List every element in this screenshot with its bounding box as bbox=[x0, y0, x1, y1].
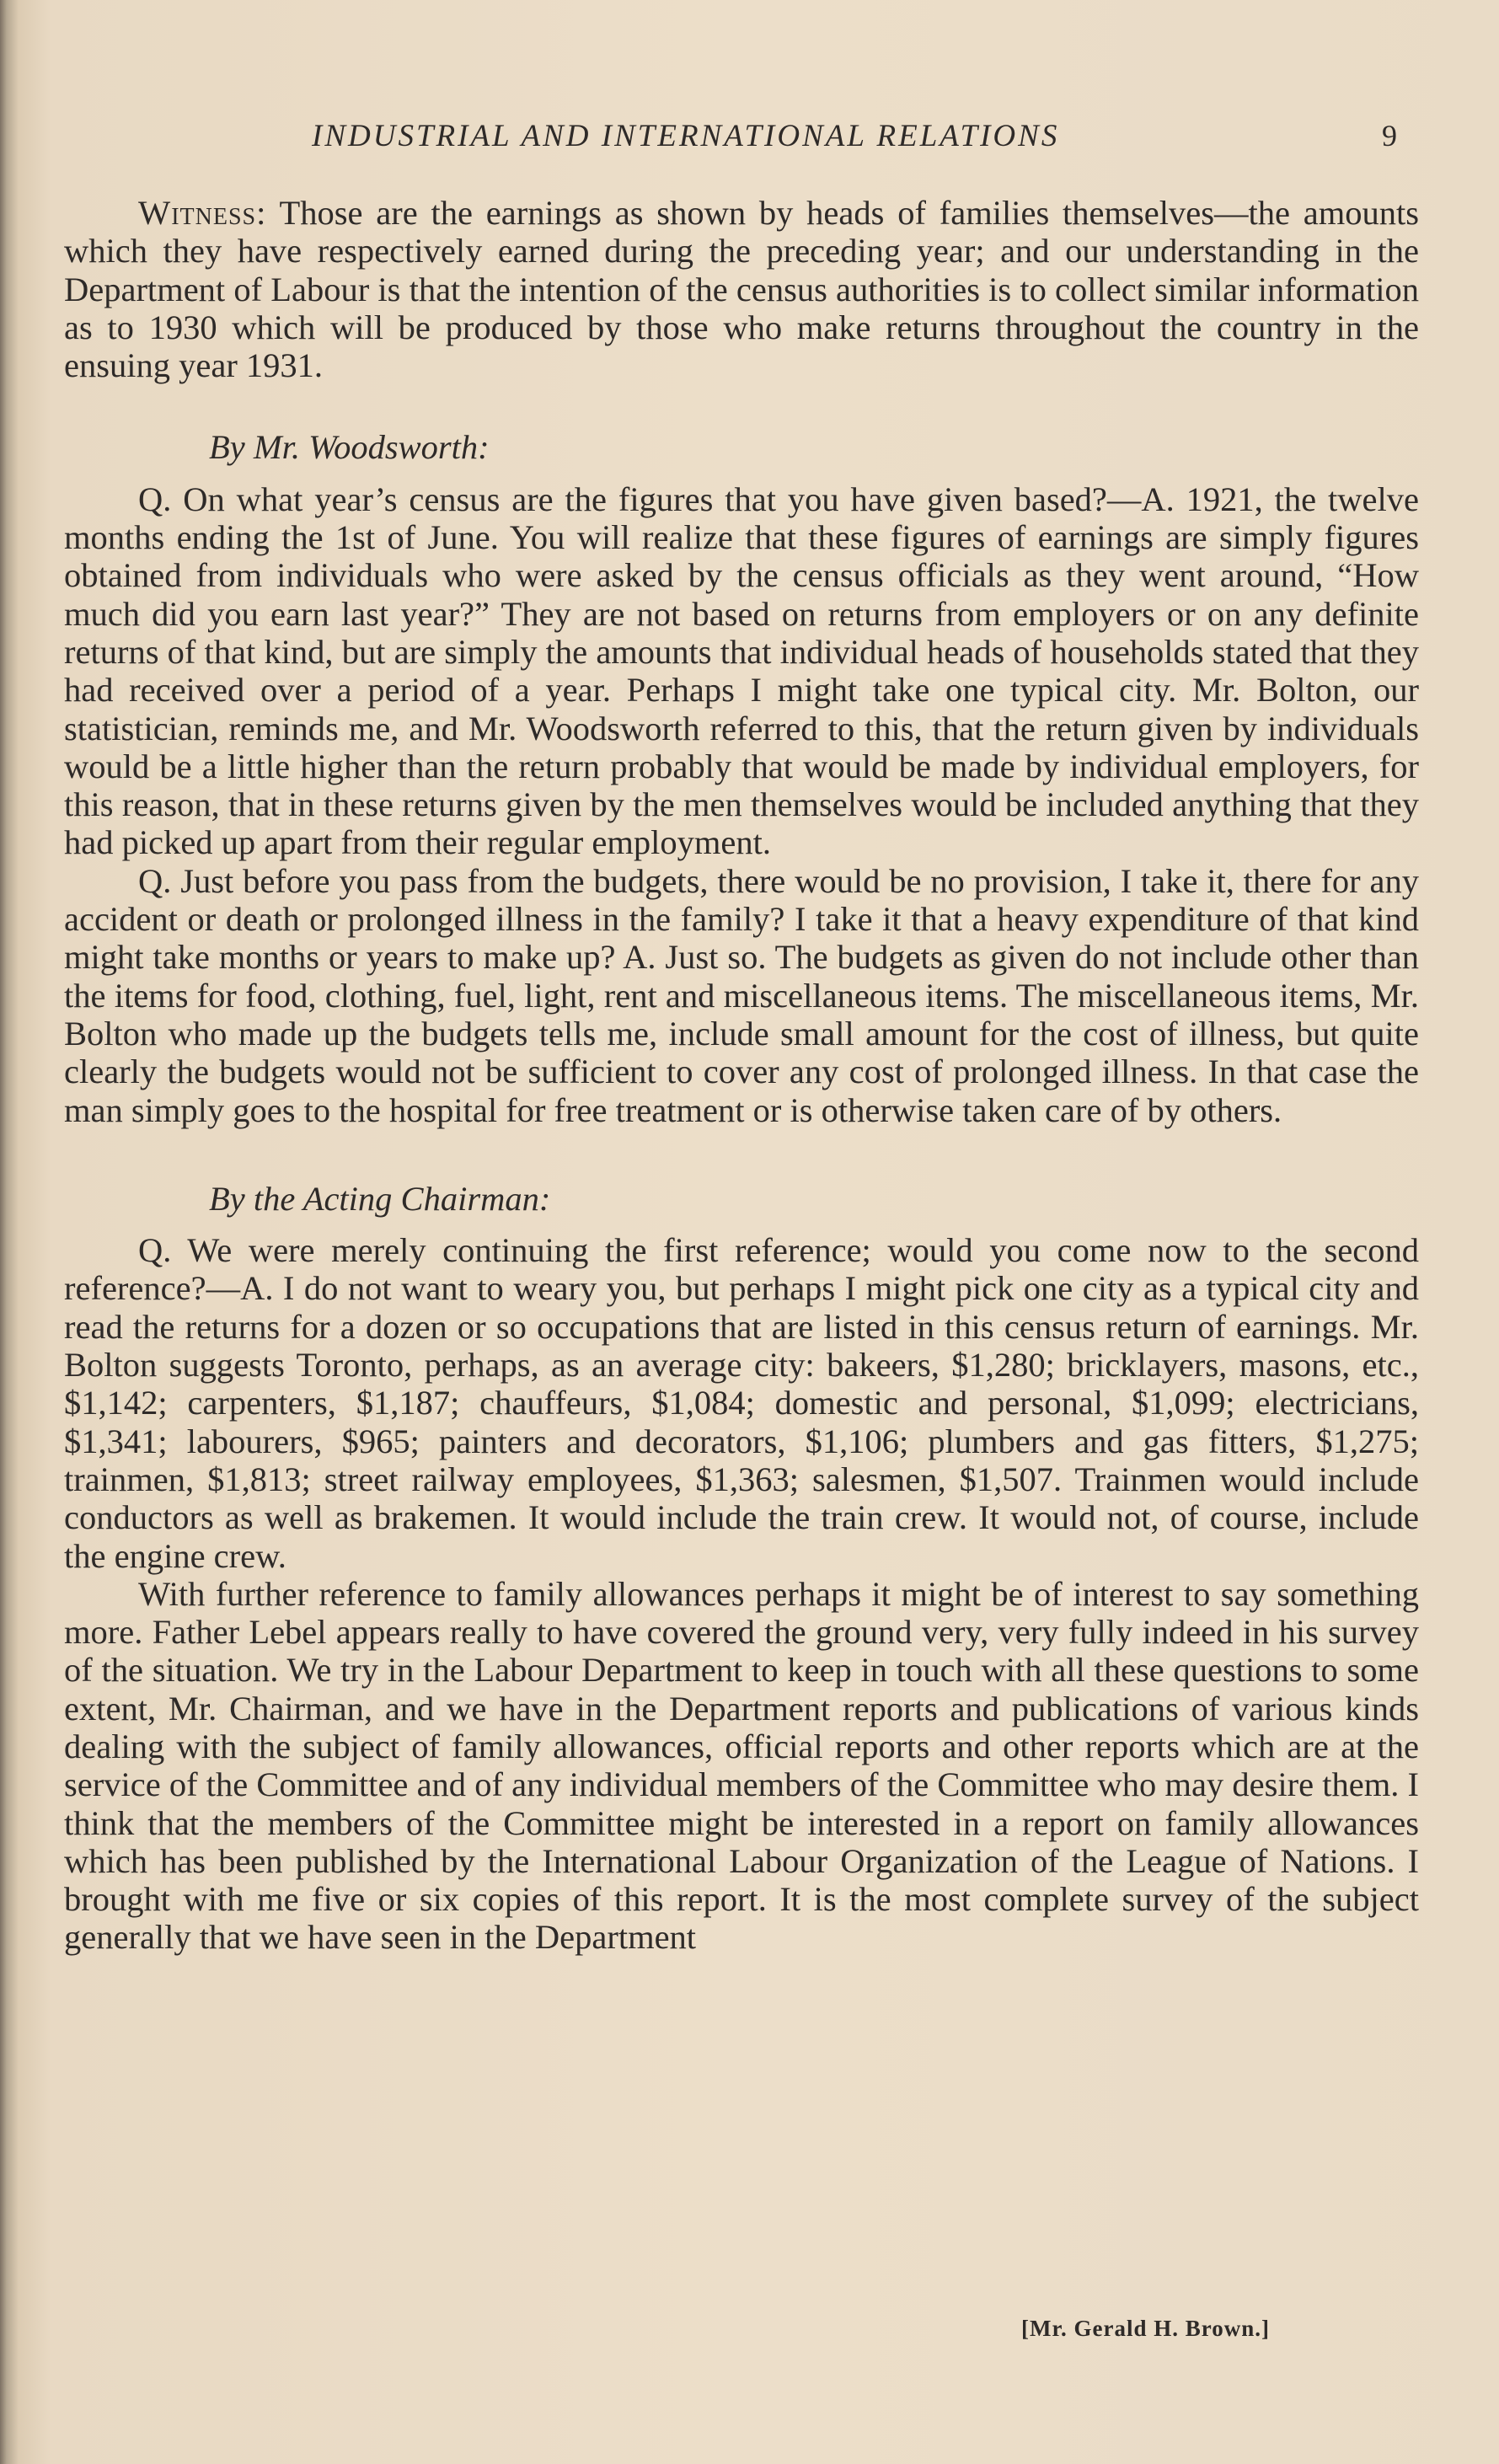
testimony-paragraph: With further reference to family allowances perhaps it might be of interest to say something more. Father Lebel appears really to have covered the ground very, very fully indeed in his survey of the situation. We try in the Labour Department to keep in touch with all these questions to some extent, Mr. Chairman, and we have in the Department reports and publications of various kinds dealing with the subject of family allowances, official reports and other reports which are at the service of the Committee and of any individual members of the Committee who may desire them. I think that the members of the Committee might be interested in a report on family allowances which has been published by the International Labour Organization of the League of Nations. I brought with me five or six copies of this report. It is the most complete survey of the subject generally that we have seen in the Department bbox=[64, 1574, 1419, 1957]
question-paragraph: Q. Just before you pass from the budgets, there would be no provision, I take it, there for any accident or death or prolonged illness in the family? I take it that a heavy expenditure of that kind might take months or years to make up? A. Just so. The budgets as given do not include other than the items for food, clothing, fuel, light, rent and miscellaneous items. The miscellaneous items, Mr. Bolton who made up the budgets tells me, include small amount for the cost of illness, but quite clearly the budgets would not be sufficient to cover any cost of prolonged illness. In that case the man simply goes to the hospital for free treatment or is otherwise taken care of by others. bbox=[64, 861, 1419, 1129]
paragraph-text: Those are the earnings as shown by heads of families themselves—the amounts which they have respectively earned during the preceding year; and our understanding in the Department of Labour is that the intention of the census authorities is to collect similar information as to 1930 which will be produced by those who make returns throughout the country in the ensuing year 1931. bbox=[64, 194, 1419, 385]
question-paragraph: Q. We were merely continuing the first reference; would you come now to the second reference?—A. I do not want to weary you, but perhaps I might pick one city as a typical city and read the returns for a dozen or so occupations that are listed in this census return of earnings. Mr. Bolton suggests Toronto, perhaps, as an average city: bakeers, $1,280; bricklayers, masons, etc., $1,142; carpenters, $1,187; chauffeurs, $1,084; domestic and personal, $1,099; electricians, $1,341; labourers, $965; painters and decorators, $1,106; plumbers and gas fitters, $1,275; trainmen, $1,813; street railway employees, $1,363; salesmen, $1,507. Trainmen would include conductors as well as brakemen. It would include the train crew. It would not, of course, include the engine crew. bbox=[64, 1231, 1419, 1575]
speaker-heading-woodsworth: By Mr. Woodsworth: bbox=[209, 428, 490, 467]
question-paragraph: Q. On what year’s census are the figures that you have given based?—A. 1921, the twelve months ending the 1st of June. You will realize that these figures of earnings are simply figures obtained from individuals who were asked by the census officials as they went around, “How much did you earn last year?” They are not based on returns from employers or on any definite returns of that kind, but are simply the amounts that individual heads of households stated that they had received over a period of a year. Perhaps I might take one typical city. Mr. Bolton, our statistician, reminds me, and Mr. Woodsworth referred to this, that the return given by individuals would be a little higher than the return probably that would be made by individual employers, for this reason, that in these returns given by the men themselves would be included anything that they had picked up apart from their regular employment. bbox=[64, 479, 1419, 862]
witness-paragraph bbox=[64, 194, 1419, 384]
speaker-attribution: [Mr. Gerald H. Brown.] bbox=[1021, 2316, 1270, 2341]
speaker-heading-acting-chairman: By the Acting Chairman: bbox=[209, 1179, 551, 1218]
witness-label: Witness: bbox=[138, 194, 267, 232]
page-body bbox=[64, 194, 1419, 1957]
page-number: 9 bbox=[1382, 119, 1397, 153]
running-title: INDUSTRIAL AND INTERNATIONAL RELATIONS bbox=[312, 119, 1060, 153]
